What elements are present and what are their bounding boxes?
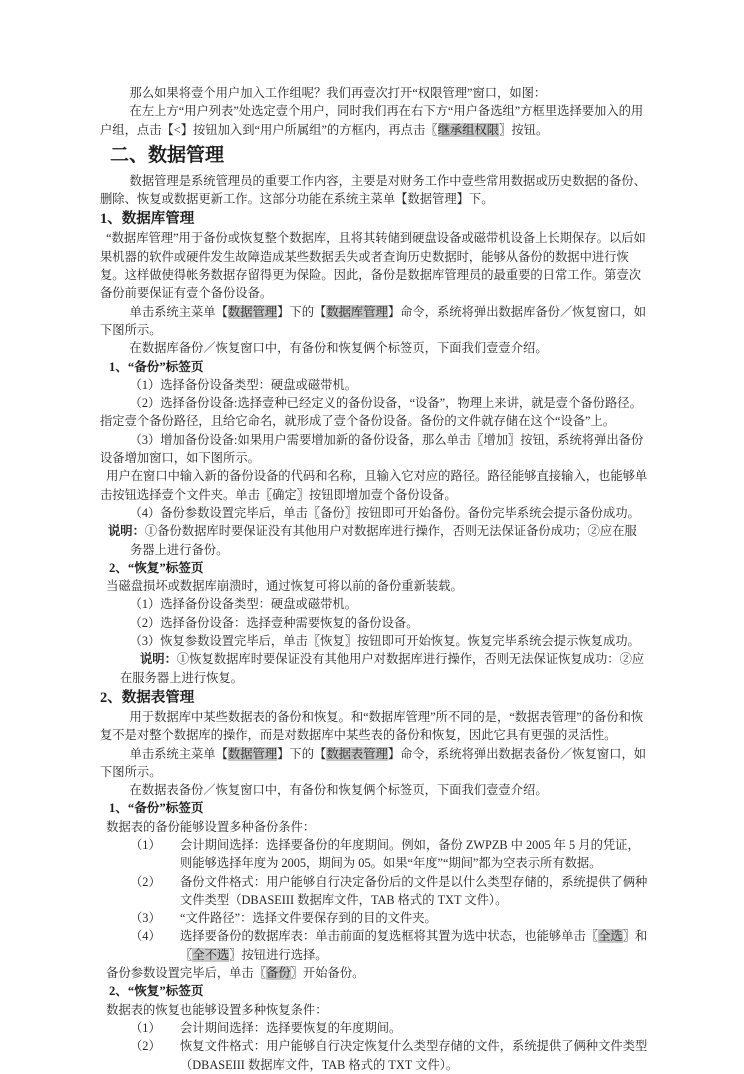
text-run: 在数据库备份／恢复窗口中，有备份和恢复俩个标签页，下面我们壹壹介绍。 — [129, 341, 548, 356]
list-item-text — [180, 1019, 648, 1037]
paragraph — [100, 614, 648, 632]
paragraph — [100, 708, 648, 745]
text-run: 单击系统主菜单【 — [129, 746, 228, 761]
paragraph — [100, 172, 648, 209]
text-run: 〗按钮进行选择。 — [229, 947, 328, 962]
numbered-list-item — [130, 1037, 648, 1074]
text-run: 数据表的备份能够设置多种备份条件： — [106, 819, 316, 834]
highlighted-command-text: 备份 — [266, 966, 291, 981]
text-run: （3）恢复参数设置完毕后，单击〖恢复〗按钮即可开始恢复。恢复完毕系统会提示恢复成功。 — [129, 634, 640, 649]
paragraph — [100, 504, 648, 522]
text-run: 〗按钮。 — [499, 122, 549, 137]
text-run: 在左上方“用户列表”处选定壹个用户，同时我们再在右下方“用户备选组”方框里选择要加入的用户组，点击【<】按钮加入到“用户所属组”的方框内，再点击〖 — [100, 104, 644, 137]
text-run: 】下的【 — [277, 746, 327, 761]
numbered-list-item — [130, 873, 648, 910]
subsection-heading — [100, 209, 648, 229]
list-item-number: （4） — [130, 929, 161, 944]
text-run: 1、“备份”标签页 — [109, 801, 204, 816]
text-run: （4）备份参数设置完毕后，单击〖备份〗按钮即可开始备份。备份完毕系统会提示备份成功。 — [129, 505, 640, 520]
section-heading — [110, 143, 648, 168]
text-run: 恢复文件格式：用户能够自行决定恢复什么类型存储的文件，系统提供了俩种文件类型（DBASEIII 数据库文件，TAB 格式的 TXT 文件）。 — [180, 1039, 648, 1072]
paragraph — [100, 595, 648, 613]
paragraph — [100, 303, 648, 340]
tab-page-heading — [109, 559, 648, 577]
note-label: 说明： — [108, 524, 145, 539]
text-run: （1）选择备份设备类型：硬盘或磁带机。 — [129, 377, 358, 392]
numbered-list-item — [130, 927, 648, 964]
paragraph — [100, 376, 648, 394]
list-item-number: （1） — [130, 1020, 161, 1035]
list-item-number: （2） — [130, 874, 161, 889]
tab-page-heading — [109, 358, 648, 376]
note-label: 说明： — [140, 652, 177, 667]
paragraph — [100, 229, 648, 302]
list-item-text — [180, 927, 648, 964]
text-run: “数据库管理”用于备份或恢复整个数据库，且将其转储到硬盘设备或磁带机设备上长期保存。以后如果机器的软件或硬件发生故障造成某些数据丢失或者查询历史数据时，能够从备份的数据中进行恢复。这样做使得帐务数据存留得更为保险。因此，备份是数据库管理员的最重要的日常工作。第壹次备份前要保证有壹个备份设备。 — [100, 231, 646, 301]
list-item-number: （1） — [130, 837, 161, 852]
highlighted-command-text: 继承组权限 — [437, 122, 500, 137]
highlighted-command-text: 全不选 — [192, 947, 230, 962]
list-item-number: （2） — [130, 1039, 161, 1054]
numbered-list-item — [130, 1019, 648, 1037]
text-run: 2、“恢复”标签页 — [109, 560, 204, 575]
text-run: 在数据表备份／恢复窗口中，有备份和恢复俩个标签页，下面我们壹壹介绍。 — [129, 783, 548, 798]
text-run: （2）选择备份设备:选择壹种已经定义的备份设备，“设备”，物理上来讲，就是壹个备份路径。指定壹个备份路径，且给它命名，就形成了壹个备份设备。备份的文件就存储在这个“设备”上。 — [100, 396, 642, 429]
list-item-text — [180, 1037, 648, 1074]
text-run: 1、数据库管理 — [100, 211, 195, 228]
numbered-list-item — [130, 836, 648, 873]
text-run: 会计期间选择：选择要备份的年度期间。例如，备份 ZWPZB 中 2005 年 5 月的凭证，则能够选择年度为 2005，期间为 05。如果“年度”“期间”都为空表示所有数据。 — [180, 837, 640, 871]
list-item-text — [180, 836, 648, 873]
highlighted-command-text: 数据管理 — [227, 304, 278, 319]
text-run: 那么如果将壹个用户加入工作组呢？我们再壹次打开“权限管理”窗口，如图： — [129, 86, 547, 100]
list-item-number: （3） — [130, 911, 161, 926]
text-run: 】命令，系统将弹出数据表备份／恢复窗口，如下图所示。 — [100, 746, 647, 779]
highlighted-command-text: 数据管理 — [227, 746, 278, 761]
text-run: 单击系统主菜单【 — [129, 304, 228, 319]
paragraph — [100, 431, 648, 468]
paragraph — [100, 745, 648, 782]
paragraph — [100, 781, 648, 799]
highlighted-command-text: 数据库管理 — [326, 304, 388, 319]
paragraph — [100, 650, 648, 687]
paragraph — [100, 84, 648, 102]
text-run: 〗和〖 — [180, 929, 648, 962]
text-run: 】命令，系统将弹出数据库备份／恢复窗口，如下图所示。 — [100, 304, 647, 337]
text-run: 2、“恢复”标签页 — [109, 984, 204, 999]
paragraph — [100, 102, 648, 139]
paragraph — [100, 394, 648, 431]
paragraph — [100, 467, 648, 504]
text-run: （2）选择备份设备：选择壹种需要恢复的备份设备。 — [129, 615, 419, 630]
text-run: 二、数据管理 — [110, 144, 225, 166]
text-run: 用户在窗口中输入新的备份设备的代码和名称，且输入它对应的路径。路径能够直接输入，也能够单击按钮选择壹个文件夹。单击〖确定〗按钮即增加壹个备份设备。 — [100, 469, 648, 502]
highlighted-command-text: 全选 — [598, 929, 623, 944]
text-run: 备份文件格式：用户能够自行决定备份后的文件是以什么类型存储的，系统提供了俩种文件类型（DBASEIII 数据库文件，TAB 格式的 TXT 文件）。 — [180, 874, 648, 907]
paragraph — [100, 339, 648, 357]
highlighted-command-text: 数据表管理 — [326, 746, 388, 761]
text-run: 】下的【 — [277, 304, 327, 319]
text-run: ①恢复数据库时要保证没有其他用户对数据库进行操作，否则无法保证恢复成功：②应在服务器上进行恢复。 — [120, 652, 645, 685]
text-run: 用于数据库中某些数据表的备份和恢复。和“数据库管理”所不同的是，“数据表管理”的备份和恢复不是对整个数据库的操作，而是对数据库中某些表的备份和恢复，因此它具有更强的灵活性。 — [100, 709, 644, 743]
text-run: 数据表的恢复也能够设置多种恢复条件： — [106, 1002, 328, 1017]
text-run: （3）增加备份设备:如果用户需要增加新的备份设备，那么单击〖增加〗按钮，系统将弹出备份设备增加窗口，如下图所示。 — [100, 432, 644, 466]
list-item-text — [180, 909, 648, 927]
text-run: “文件路径”：选择文件要保存到的目的文件夹。 — [180, 911, 437, 926]
paragraph — [100, 632, 648, 650]
subsection-heading — [100, 688, 648, 708]
text-run: ①备份数据库时要保证没有其他用户对数据库进行操作，否则无法保证备份成功；②应在服务器上进行备份。 — [130, 524, 637, 557]
paragraph — [100, 1001, 648, 1019]
text-run: 当磁盘损坏或数据库崩溃时，通过恢复可将以前的备份重新装载。 — [106, 579, 463, 594]
list-item-text — [180, 873, 648, 910]
text-run: 2、数据表管理 — [100, 689, 195, 706]
text-run: （1）选择备份设备类型：硬盘或磁带机。 — [129, 597, 358, 612]
paragraph — [100, 964, 648, 982]
paragraph — [100, 818, 648, 836]
text-run: 会计期间选择：选择要恢复的年度期间。 — [180, 1020, 402, 1035]
numbered-list-item — [130, 909, 648, 927]
text-run: 备份参数设置完毕后，单击〖 — [106, 966, 267, 981]
text-run: 数据管理是系统管理员的重要工作内容，主要是对财务工作中壹些常用数据或历史数据的备份、删除、恢复或数据更新工作。这部分功能在系统主菜单【数据管理】下。 — [100, 173, 646, 207]
tab-page-heading — [109, 799, 648, 817]
paragraph — [108, 522, 648, 559]
tab-page-heading — [109, 982, 648, 1000]
text-run: 〗开始备份。 — [290, 966, 365, 981]
text-run: 1、“备份”标签页 — [109, 359, 204, 374]
text-run: 选择要备份的数据库表：单击前面的复选框将其置为选中状态，也能够单击〖 — [180, 929, 599, 944]
paragraph — [100, 577, 648, 595]
